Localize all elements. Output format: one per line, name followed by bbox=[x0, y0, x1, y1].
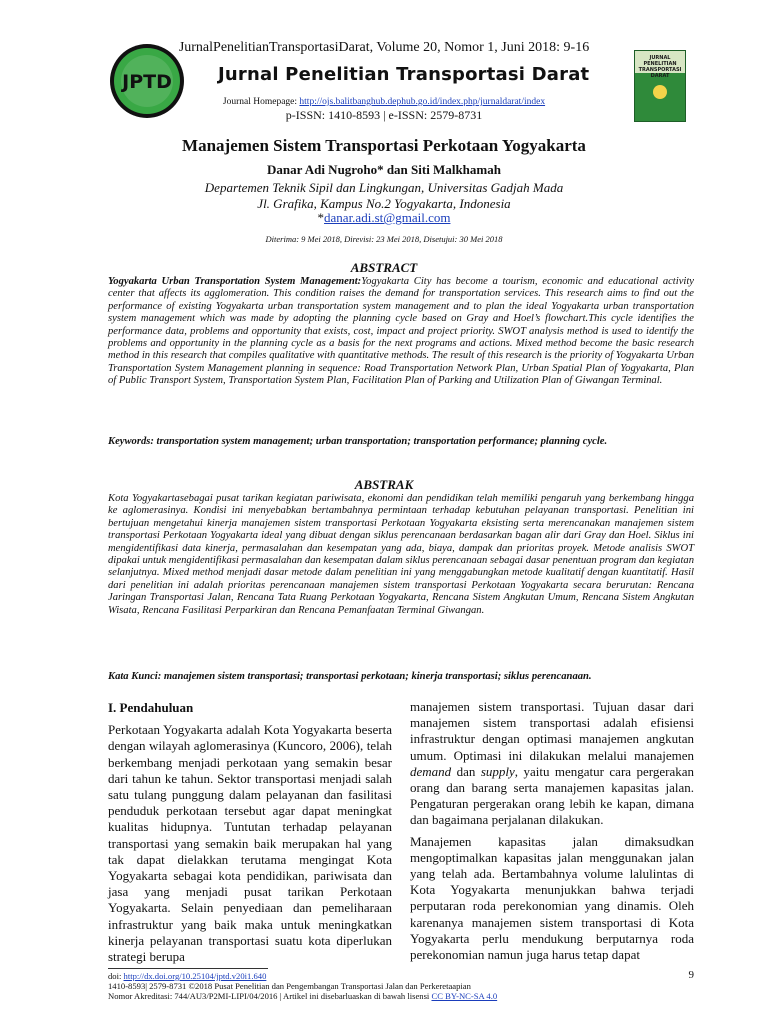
body-column-right bbox=[410, 699, 694, 968]
abstract-lead: Yogyakarta Urban Transportation System Management: bbox=[108, 276, 362, 287]
cover-title: JURNAL PENELITIAN TRANSPORTASI DARAT bbox=[638, 55, 682, 79]
para2-text-b: dan bbox=[451, 763, 481, 779]
intro-paragraph-3: Manajemen kapasitas jalan dimaksudkan mengoptimalkan kapasitas jalan menggunakan jalan yang telah ada. Bertambahnya volume lalulintas di Kota Yogyakarta menunjukkan bahwa terjadi perputaran roda perekonomian yang dinamis. Oleh karenanya manajemen sistem transportasi di Kota Yogyakarta perlu mendukung berputarnya roda perekonomian namun juga harus tetap dapat bbox=[410, 833, 694, 963]
affiliation-department: Departemen Teknik Sipil dan Lingkungan, Universitas Gadjah Mada bbox=[204, 180, 564, 195]
footer-accreditation bbox=[108, 991, 694, 1001]
journal-cover-image bbox=[634, 50, 686, 122]
para2-text-a: manajemen sistem transportasi. Tujuan dasar dari manajemen sistem transportasi adalah efisiensi infrastruktur dengan optimasi manajemen angkutan umum. Optimasi ini dilakukan melalui manajemen bbox=[410, 699, 694, 763]
intro-paragraph-2 bbox=[410, 699, 694, 829]
homepage-label: Journal Homepage: bbox=[222, 97, 300, 107]
term-demand: demand bbox=[410, 763, 452, 779]
abstract-body: Yogyakarta City has become a tourism, economic and educational activity center that affects its agglomeration. This condition raises the demand for transportation services. This research aims to find out the performance of existing Yogyakarta urban transportation system management and to plan the ideal Yogyakarta urban transportation system management which was made by adopting the planning cycle based on Gray and Hoel’s flowchart.This cycle identifies the performance data, problems and opportunity that exists, cost, impact and project priority. SWOT analysis method is used to identify the problems and opportunity in the planning cycle as a basis for the next programs and actions. Mixed method become the basic research method in this research that compiles qualitative with quantitative methods. The result of this research is the priority of Yogyakarta Urban Transportation System Management planning in sequence: Road Transportation Network Plan, Urban Spatial Plan of Yogyakarta, Plan of Public Transport System, Transportation System Plan, Facilitation Plan of Parking and Utilization Plan of Giwangan Terminal. bbox=[108, 276, 694, 387]
homepage-link[interactable]: http://ojs.balitbanghub.dephub.go.id/index.php/jurnaldarat/index bbox=[299, 97, 546, 107]
doi-label: doi: bbox=[108, 971, 124, 981]
intro-paragraph-1: Perkotaan Yogyakarta adalah Kota Yogyakarta beserta dengan wilayah aglomerasinya (Kuncoro, 2006), telah berkembang menjadi perkotaan yang semakin besar dari tahun ke tahun. Sektor transportasi menjadi salah satu tulang punggung dalam pelayanan dan fasilitasi penduduk perkotaan tersebut agar dapat meningkat kualitas hidupnya. Tuntutan terhadap pelayanan transportasi yang semakin baik merupakan hal yang tak dapat dielakkan terutama mengingat Kota Yogyakarta sebagai kota pendidikan, pariwisata dan jasa yang menjadi pusat tarikan Perkotaan Yogyakarta. Selain penyediaan dan pemeliharaan infrastruktur yang baik maka untuk meningkatkan kinerja pelayanan transportasi suatu kota diperlukan strategi berupa bbox=[108, 722, 392, 965]
email-asterisk: * bbox=[317, 210, 325, 225]
abstract-text bbox=[108, 276, 694, 388]
article-title: Manajemen Sistem Transportasi Perkotaan Yogyakarta bbox=[182, 136, 586, 155]
article-authors: Danar Adi Nugroho* dan Siti Malkhamah bbox=[267, 162, 501, 177]
article-dates: Diterima: 9 Mei 2018, Direvisi: 23 Mei 2018, Disetujui: 30 Mei 2018 bbox=[265, 234, 503, 244]
email-link[interactable]: danar.adi.st@gmail.com bbox=[324, 210, 451, 225]
affiliation-address: Jl. Grafika, Kampus No.2 Yogyakarta, Indonesia bbox=[257, 196, 511, 211]
license-link[interactable]: CC BY-NC-SA 4.0 bbox=[431, 991, 498, 1002]
footer-doi bbox=[108, 971, 694, 981]
footer-copyright: 1410-8593| 2579-8731 ©2018 Pusat Penelitian dan Pengembangan Transportasi Jalan dan Perkeretaapian bbox=[108, 981, 471, 992]
abstrak-text: Kota Yogyakartasebagai pusat tarikan kegiatan pariwisata, ekonomi dan pendidikan telah memiliki pengaruh yang berkembang hingga ke aglomerasinya. Kondisi ini menyebabkan bertambahnya permintaan terhadap kebutuhan pelayanan transportasi. Penelitian ini bertujuan mengetahui kinerja manajemen sistem transportasi Perkotaan Yogyakarta eksisting serta merencanakan manajemen sistem transportasi Perkotaan Yogyakarta ideal yang dibuat dengan siklus perencanaan berdasarkan bagan alir dari Gray dan Hoel. Siklus ini mengidentifikasi data kinerja, permasalahan dan kesempatan yang ada, biaya, dampak dan prioritas proyek. Metode analisis SWOT dipakai untuk mengidentifikasi permasalahan dan kesempatan dalam siklus perencanaan sebagai dasar penentuan program dan kegiatan selanjutnya. Mixed method menjadi dasar metode dalam penelitian ini yang menggabungkan metode kualitatif dengan kuantitatif. Hasil dari penelitian ini adalah prioritas perencanaan manajemen sistem transportasi Perkotaan Yogyakarta secara berurutan: Rencana Jaringan Transportasi Jalan, Rencana Tata Ruang Perkotaan Yogyakarta, Rencana Sistem Angkutan Umum, Rencana Sistem Angkutan Wisata, Rencana Fasilitasi Perparkiran dan Rencana Pemanfaatan Terminal Giwangan. bbox=[108, 493, 694, 616]
abstract-keywords: Keywords: transportation system management; urban transportation; transportation performance; planning cycle. bbox=[108, 436, 608, 447]
abstract-heading: ABSTRACT bbox=[350, 260, 418, 275]
journal-issue-line: JurnalPenelitianTransportasiDarat, Volume 20, Nomor 1, Juni 2018: 9-16 bbox=[178, 40, 590, 55]
body-column-left bbox=[108, 700, 392, 970]
accreditation-text: Nomor Akreditasi: 744/AU3/P2MI-LIPI/04/2016 | Artikel ini disebarluaskan di bawah lisensi bbox=[108, 991, 432, 1002]
abstrak-heading: ABSTRAK bbox=[354, 477, 414, 492]
page-footer bbox=[108, 968, 694, 1002]
author-email bbox=[0, 210, 768, 226]
page-number: 9 bbox=[688, 969, 694, 981]
para2-text-c: , yaitu mengatur cara pergerakan orang dan barang serta manajemen kapasitas jalan. Pengaturan pergerakan orang lebih ke kapan, dimana dan bagaimana perjalanan dilakukan. bbox=[410, 763, 694, 828]
journal-name: Jurnal Penelitian Transportasi Darat bbox=[218, 64, 590, 85]
doi-link[interactable]: http://dx.doi.org/10.25104/jptd.v20i1.640 bbox=[123, 971, 267, 981]
term-supply: supply bbox=[480, 763, 515, 779]
logo-text: JPTD bbox=[122, 71, 172, 93]
abstrak-keywords: Kata Kunci: manajemen sistem transportasi; transportasi perkotaan; kinerja transportasi; siklus perencanaan. bbox=[108, 671, 592, 682]
section-heading: I. Pendahuluan bbox=[108, 700, 194, 715]
footer-rule bbox=[108, 968, 268, 969]
issn-line: p-ISSN: 1410-8593 | e-ISSN: 2579-8731 bbox=[285, 108, 483, 122]
